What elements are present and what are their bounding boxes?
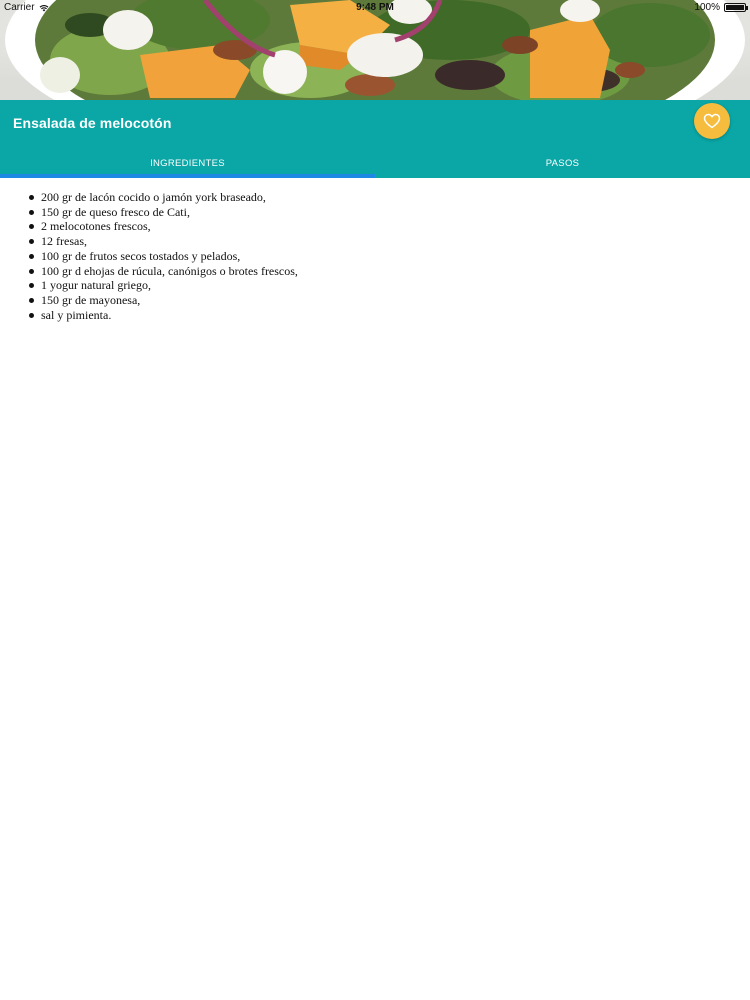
list-item: 2 melocotones frescos, [41, 219, 750, 234]
clock: 9:48 PM [356, 2, 394, 13]
battery-icon [724, 3, 746, 12]
favorite-button[interactable] [694, 103, 730, 139]
list-item: sal y pimienta. [41, 308, 750, 323]
list-item: 200 gr de lacón cocido o jamón york braseado, [41, 190, 750, 205]
app-bar [0, 100, 750, 148]
heart-outline-icon [703, 113, 721, 129]
recipe-title: Ensalada de melocotón [13, 115, 172, 131]
list-item: 100 gr d ehojas de rúcula, canónigos o brotes frescos, [41, 264, 750, 279]
back-button[interactable] [8, 20, 32, 46]
tab-ingredientes[interactable]: INGREDIENTES [0, 148, 375, 178]
battery-percent: 100% [694, 2, 720, 13]
list-item: 150 gr de queso fresco de Cati, [41, 205, 750, 220]
list-item: 1 yogur natural griego, [41, 278, 750, 293]
tab-bar [0, 148, 750, 178]
ingredients-panel [0, 182, 750, 322]
carrier-label: Carrier [4, 2, 35, 13]
ingredients-list [0, 190, 750, 322]
list-item: 12 fresas, [41, 234, 750, 249]
tab-pasos[interactable]: PASOS [545, 158, 580, 169]
list-item: 100 gr de frutos secos tostados y pelados, [41, 249, 750, 264]
list-item: 150 gr de mayonesa, [41, 293, 750, 308]
status-bar [0, 0, 750, 16]
chevron-left-icon [14, 24, 26, 42]
